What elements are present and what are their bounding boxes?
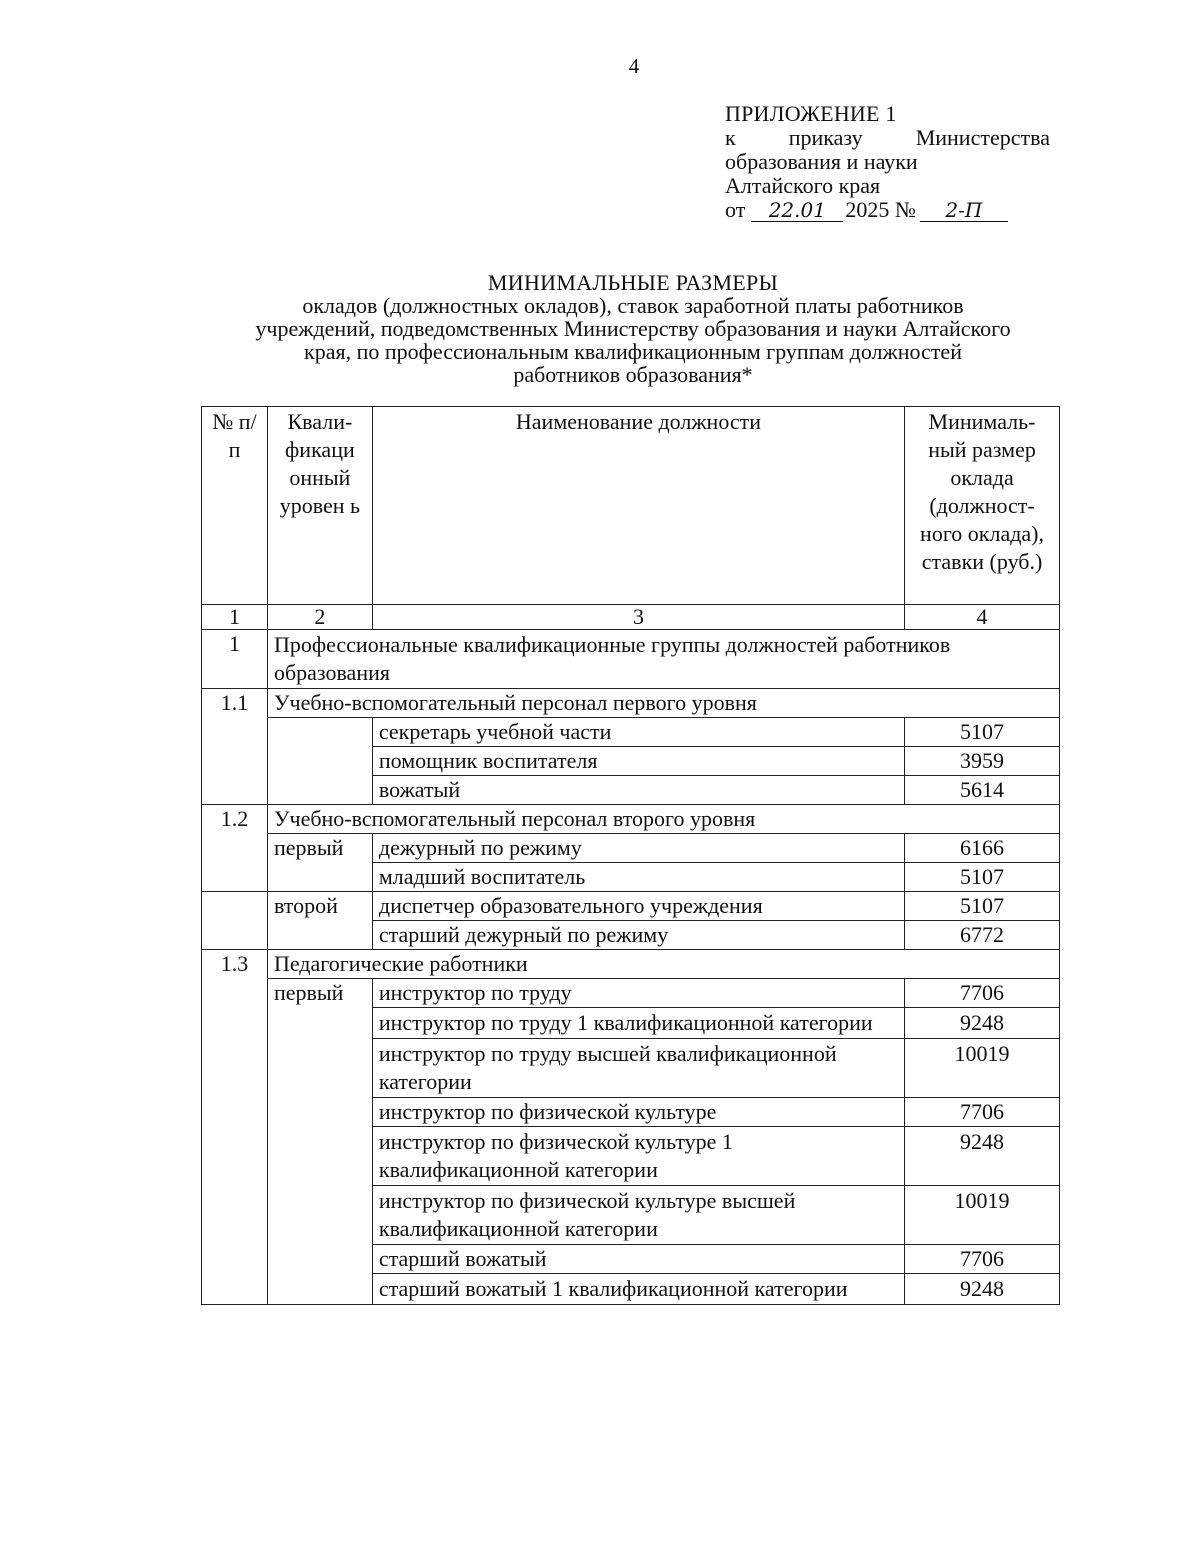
position-cell: старший вожатый bbox=[372, 1245, 904, 1274]
level-cell-empty bbox=[267, 718, 372, 805]
salary-cell: 5614 bbox=[905, 776, 1060, 805]
position-cell: инструктор по труду bbox=[372, 979, 904, 1008]
column-number-1: 1 bbox=[202, 605, 268, 630]
salary-cell: 5107 bbox=[905, 718, 1060, 747]
document-title-line-3: края, по профессиональным квалификационным группам должностей bbox=[304, 339, 962, 364]
header-salary: Минималь-ный размер оклада (должност-ного оклада), ставки (руб.) bbox=[905, 407, 1060, 605]
group-row bbox=[202, 689, 1060, 718]
table-row bbox=[202, 718, 1060, 747]
appendix-line-3: Алтайского края bbox=[725, 173, 881, 198]
position-cell: инструктор по труду 1 квалификационной категории bbox=[372, 1008, 904, 1039]
section-row bbox=[202, 630, 1060, 689]
appendix-title: ПРИЛОЖЕНИЕ 1 bbox=[725, 101, 897, 126]
column-number-2: 2 bbox=[267, 605, 372, 630]
salary-cell: 9248 bbox=[905, 1274, 1060, 1305]
group-row bbox=[202, 950, 1060, 979]
appendix-block bbox=[725, 102, 1050, 222]
salary-cell: 9248 bbox=[905, 1008, 1060, 1039]
table-row bbox=[202, 892, 1060, 921]
document-title-line-4: работников образования* bbox=[513, 362, 753, 387]
appendix-line-1 bbox=[725, 126, 1050, 150]
header-level: Квали-фикаци онный уровен ь bbox=[267, 407, 372, 605]
table-header-row bbox=[202, 407, 1060, 605]
salary-cell: 7706 bbox=[905, 979, 1060, 1008]
section-title: Профессиональные квалификационные группы должностей работников образования bbox=[267, 630, 1059, 689]
table-row bbox=[202, 834, 1060, 863]
appendix-word-order: приказу bbox=[788, 125, 863, 150]
table-row bbox=[202, 979, 1060, 1008]
group-title: Учебно-вспомогательный персонал второго уровня bbox=[267, 805, 1059, 834]
group-row bbox=[202, 805, 1060, 834]
column-number-3: 3 bbox=[372, 605, 904, 630]
document-title-line-2: учреждений, подведомственных Министерству образования и науки Алтайского bbox=[255, 316, 1011, 341]
column-number-row bbox=[202, 605, 1060, 630]
salary-cell: 10019 bbox=[905, 1039, 1060, 1098]
salary-cell: 6772 bbox=[905, 921, 1060, 950]
position-cell: дежурный по режиму bbox=[372, 834, 904, 863]
salary-cell: 6166 bbox=[905, 834, 1060, 863]
position-cell: инструктор по физической культуре 1 квалификационной категории bbox=[372, 1127, 904, 1186]
page-number: 4 bbox=[628, 54, 640, 78]
level-cell: первый bbox=[267, 979, 372, 1305]
position-cell: старший дежурный по режиму bbox=[372, 921, 904, 950]
position-cell: инструктор по физической культуре bbox=[372, 1098, 904, 1127]
handwritten-order-number: 2-П bbox=[920, 199, 1008, 222]
group-number-empty bbox=[202, 892, 268, 950]
salary-cell: 5107 bbox=[905, 863, 1060, 892]
level-cell: первый bbox=[267, 834, 372, 892]
document-title-main: МИНИМАЛЬНЫЕ РАЗМЕРЫ bbox=[487, 270, 779, 295]
position-cell: младший воспитатель bbox=[372, 863, 904, 892]
group-number: 1.2 bbox=[202, 805, 268, 892]
salary-cell: 7706 bbox=[905, 1098, 1060, 1127]
position-cell: секретарь учебной части bbox=[372, 718, 904, 747]
salary-table bbox=[201, 406, 1060, 1305]
header-num: № п/п bbox=[202, 407, 268, 605]
document-title bbox=[195, 271, 1071, 386]
group-title: Педагогические работники bbox=[267, 950, 1059, 979]
appendix-word-ministry: Министерства bbox=[915, 125, 1050, 150]
section-number: 1 bbox=[202, 630, 268, 689]
order-year-number-label: 2025 № bbox=[845, 197, 916, 222]
position-cell: диспетчер образовательного учреждения bbox=[372, 892, 904, 921]
column-number-4: 4 bbox=[905, 605, 1060, 630]
level-cell: второй bbox=[267, 892, 372, 950]
position-cell: старший вожатый 1 квалификационной категории bbox=[372, 1274, 904, 1305]
document-title-line-1: окладов (должностных окладов), ставок заработной платы работников bbox=[302, 293, 964, 318]
salary-cell: 7706 bbox=[905, 1245, 1060, 1274]
appendix-order-line bbox=[725, 198, 1050, 222]
group-number: 1.3 bbox=[202, 950, 268, 1305]
header-position: Наименование должности bbox=[372, 407, 904, 605]
salary-cell: 9248 bbox=[905, 1127, 1060, 1186]
position-cell: инструктор по физической культуре высшей квалификационной категории bbox=[372, 1186, 904, 1245]
position-cell: помощник воспитателя bbox=[372, 747, 904, 776]
date-prefix: от bbox=[725, 197, 746, 222]
position-cell: инструктор по труду высшей квалификационной категории bbox=[372, 1039, 904, 1098]
salary-cell: 3959 bbox=[905, 747, 1060, 776]
salary-cell: 5107 bbox=[905, 892, 1060, 921]
appendix-line-2: образования и науки bbox=[725, 149, 918, 174]
group-number: 1.1 bbox=[202, 689, 268, 805]
handwritten-date: 22.01 bbox=[751, 199, 843, 222]
position-cell: вожатый bbox=[372, 776, 904, 805]
salary-cell: 10019 bbox=[905, 1186, 1060, 1245]
appendix-word-k: к bbox=[725, 125, 736, 150]
group-title: Учебно-вспомогательный персонал первого уровня bbox=[267, 689, 1059, 718]
